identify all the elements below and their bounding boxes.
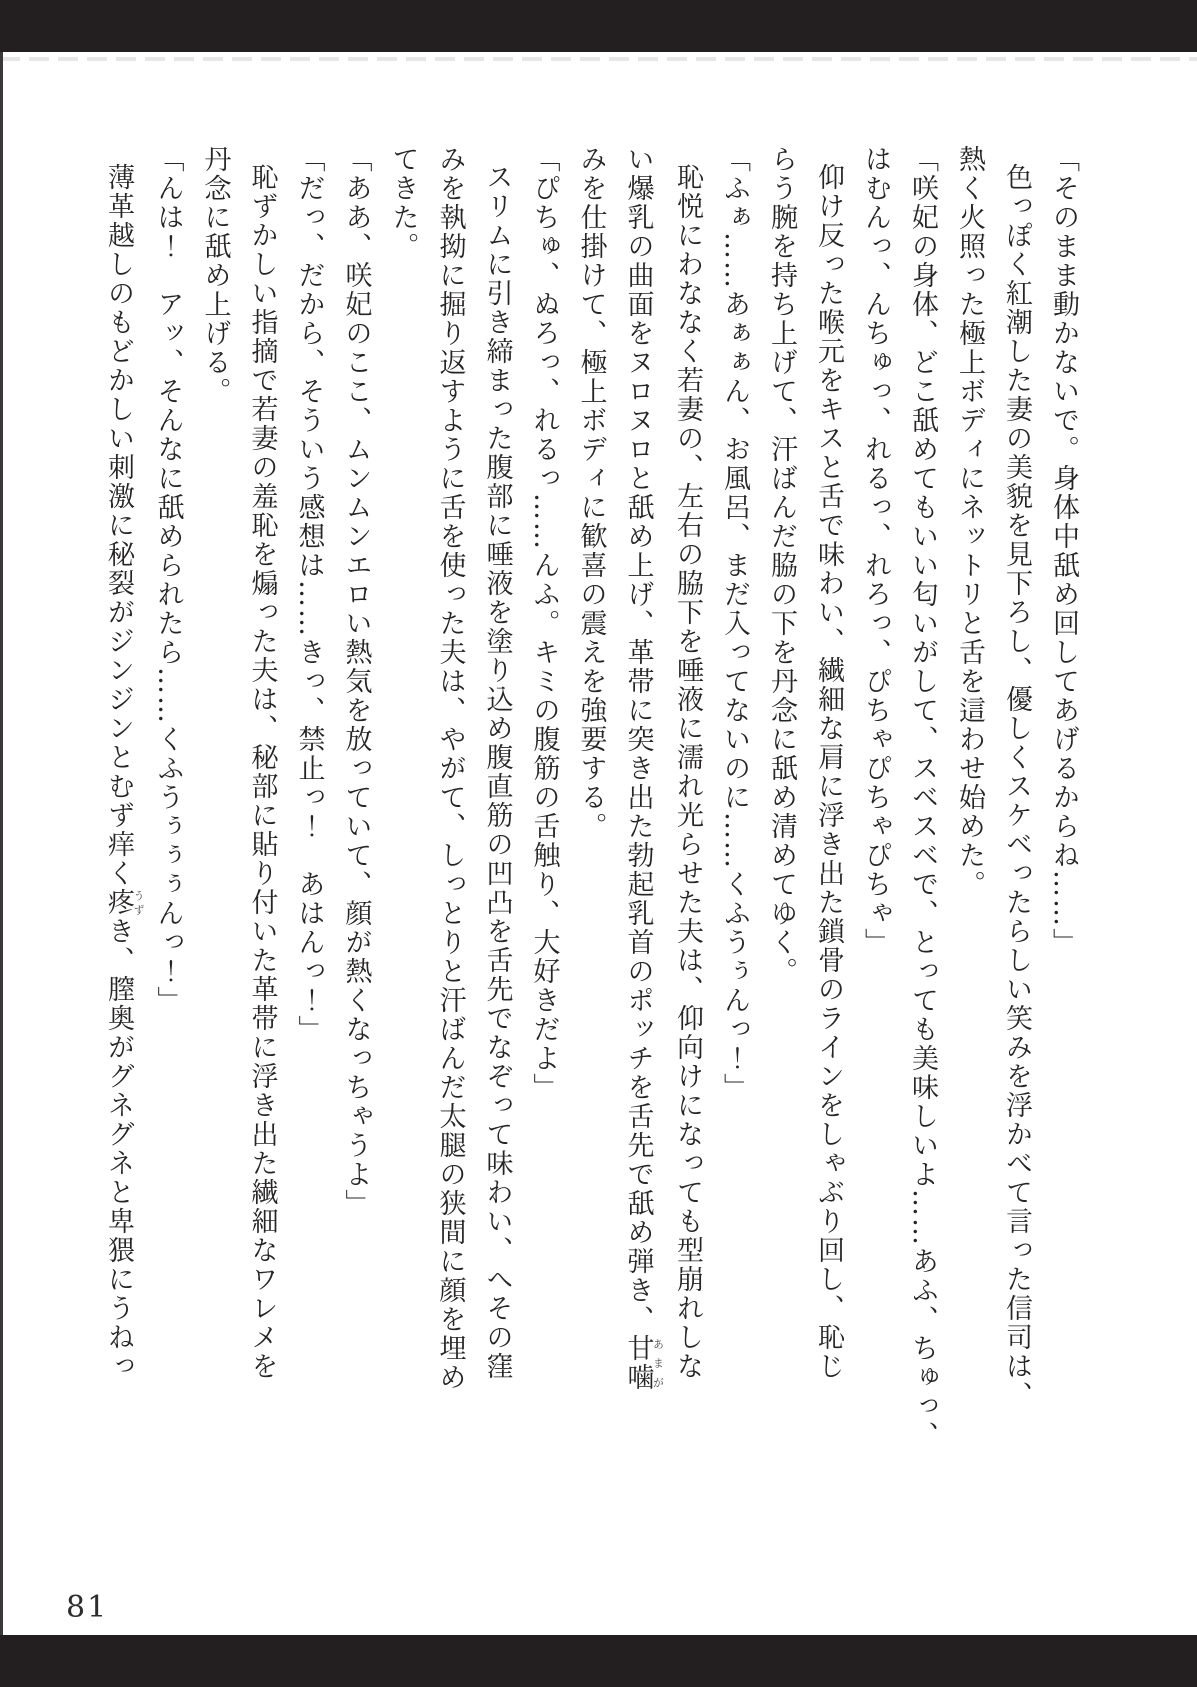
text-column: 「ああ、咲妃のここ、ムンムンエロい熱気を放っていて、顔が熱くなっちゃうよ」 <box>340 145 372 1218</box>
scan-artifact-strip <box>0 57 1197 61</box>
column-text: き、膣奥がグネグネと卑猥にうねっ <box>103 917 134 1381</box>
text-column: 「んは！ アッ、そんなに舐められたら……くふうぅぅぅんっ！」 <box>152 145 184 1015</box>
text-column: 恥悦にわななく若妻の、左右の脇下を唾液に濡れ光らせた夫は、仰向けになっても型崩れしな <box>672 163 703 1381</box>
text-column: 丹念に舐め上げる。 <box>199 145 231 406</box>
top-letterbox-bar <box>0 0 1197 52</box>
text-column: 色っぽく紅潮した妻の美貌を見下ろし、優しくスケベったらしい笑みを浮かべて言った信司は、 <box>1001 163 1032 1410</box>
ruby-base: 甘噛 <box>622 1334 654 1392</box>
text-column: はむんっ、んちゅっ、れるっ、れろっ、ぴちゃぴちゃぴちゃ」 <box>860 145 891 957</box>
bottom-letterbox-bar <box>0 1635 1197 1687</box>
vertical-text-block <box>95 145 1087 1450</box>
text-column: 「ふぁ……あぁぁん、お風呂、まだ入ってないのに……くふうぅんっ！」 <box>719 145 750 1102</box>
text-column: 熱く火照った極上ボディにネットリと舌を這わせ始めた。 <box>954 145 985 899</box>
text-column: らう腕を持ち上げて、汗ばんだ脇の下を丹念に舐め清めてゆく。 <box>766 145 797 986</box>
column-text: い爆乳の曲面をヌロヌロと舐め上げ、革帯に突き出た勃起乳首のポッチを舌先で舐め弾き、 <box>622 145 654 1334</box>
text-column <box>95 145 145 1420</box>
ruby-annotation <box>103 888 145 917</box>
ruby-text: あまが <box>651 1334 665 1392</box>
text-column: 「だっ、だから、そういう感想は……きっ、禁止っ！ あはんっ！」 <box>293 145 325 1044</box>
text-column <box>615 145 665 1420</box>
page-number: 81 <box>66 1590 109 1625</box>
text-column: 恥ずかしい指摘で若妻の羞恥を煽った夫は、秘部に貼り付いた革帯に浮き出た繊細なワレメを <box>246 163 278 1381</box>
text-column: 「咲妃の身体、どこ舐めてもいい匂いがして、スベスベで、とっても美味しいよ……あふ、ちゅっ、 <box>907 145 938 1450</box>
text-column: 「そのまま動かないで。身体中舐め回してあげるからね……」 <box>1048 145 1079 957</box>
text-column: みを仕掛けて、極上ボディに歓喜の震えを強要する。 <box>575 145 607 841</box>
page-left-edge-shadow <box>0 52 3 1635</box>
text-column: スリムに引き締まった腹部に唾液を塗り込め腹直筋の凹凸を舌先でなぞって味わい、へその窪 <box>481 163 513 1381</box>
text-column: みを執拗に掘り返すように舌を使った夫は、やがて、しっとりと汗ばんだ太腿の狭間に顔を埋め <box>434 145 466 1392</box>
ruby-text: うず <box>132 888 145 917</box>
ruby-annotation <box>622 1334 665 1392</box>
column-text: 薄革越しのもどかしい刺激に秘裂がジンジンとむず痒く <box>103 163 134 888</box>
text-column: 「ぴちゅ、ぬろっ、れるっ……んふ。キミの腹筋の舌触り、大好きだよ」 <box>528 145 560 1102</box>
ruby-base: 疼 <box>103 888 134 917</box>
text-column: 仰け反った喉元をキスと舌で味わい、繊細な肩に浮き出た鎖骨のラインをしゃぶり回し、恥じ <box>813 163 844 1381</box>
text-column: てきた。 <box>387 145 419 261</box>
